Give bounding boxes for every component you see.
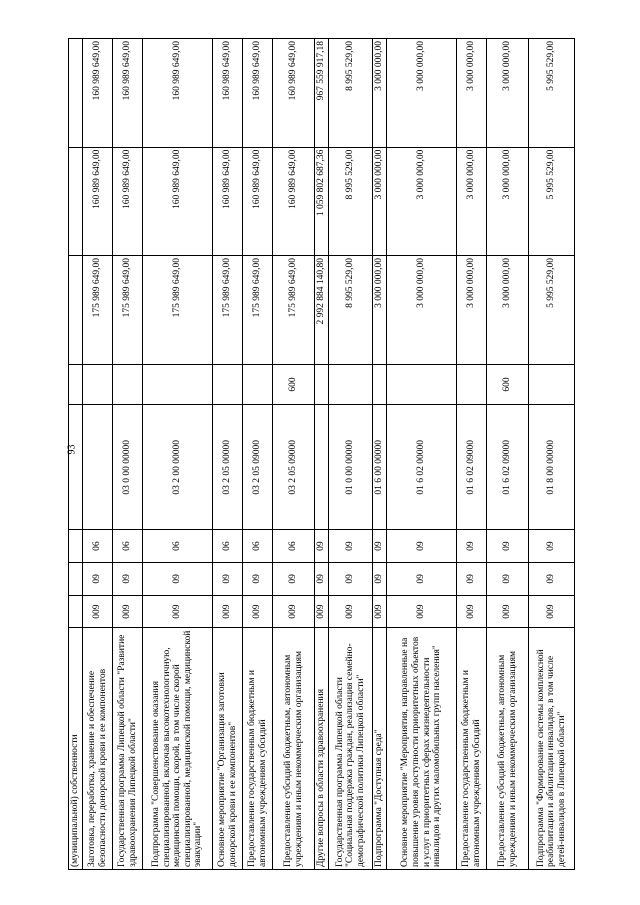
cell-name: Подпрограмма "Доступная среда" bbox=[373, 628, 387, 870]
cell-sum-2: 1 059 802 687,36 bbox=[315, 147, 329, 255]
cell-rz: 09 bbox=[143, 563, 213, 596]
cell-sum-1 bbox=[69, 256, 83, 364]
cell-sum-3: 3 000 000,00 bbox=[373, 39, 387, 148]
cell-gr: 009 bbox=[273, 595, 315, 628]
cell-sum-2 bbox=[69, 147, 83, 255]
cell-vr: 600 bbox=[487, 364, 529, 405]
budget-table bbox=[68, 38, 575, 870]
cell-gr: 009 bbox=[529, 595, 575, 628]
cell-rz: 09 bbox=[315, 563, 329, 596]
cell-pr: 06 bbox=[113, 530, 143, 563]
cell-sum-2: 160 989 649,00 bbox=[83, 147, 113, 255]
cell-csr: 03 2 05 00000 bbox=[213, 405, 243, 530]
cell-rz bbox=[69, 563, 83, 596]
cell-gr: 009 bbox=[243, 595, 273, 628]
cell-sum-3: 160 989 649,00 bbox=[143, 39, 213, 148]
cell-csr: 01 6 02 00000 bbox=[387, 405, 457, 530]
table-row bbox=[373, 39, 387, 870]
cell-rz: 09 bbox=[83, 563, 113, 596]
cell-rz: 09 bbox=[529, 563, 575, 596]
cell-csr bbox=[66, 405, 83, 530]
cell-sum-1: 175 989 649,00 bbox=[83, 256, 113, 364]
page-number: 93 bbox=[66, 444, 78, 455]
cell-name: Основное мероприятие "Мероприятия, направленные на повышение уровня доступности приоритетных объектов и услуг в приоритетных сферах жизнедеятельности инвалидов и других маломобильных групп населения" bbox=[387, 628, 457, 870]
table-row bbox=[113, 39, 143, 870]
cell-csr: 03 0 00 00000 bbox=[113, 405, 143, 530]
cell-sum-1: 175 989 649,00 bbox=[273, 256, 315, 364]
cell-sum-3: 8 995 529,00 bbox=[329, 39, 373, 148]
cell-sum-1: 175 989 649,00 bbox=[143, 256, 213, 364]
cell-gr bbox=[69, 595, 83, 628]
cell-gr: 009 bbox=[315, 595, 329, 628]
cell-name: Государственная программа Липецкой области "Развитие здравоохранения Липецкой области" bbox=[113, 628, 143, 870]
table-row bbox=[83, 39, 113, 870]
cell-sum-2: 3 000 000,00 bbox=[373, 147, 387, 255]
cell-csr: 01 8 00 00000 bbox=[529, 405, 575, 530]
cell-csr: 01 6 02 09000 bbox=[487, 405, 529, 530]
cell-rz: 09 bbox=[273, 563, 315, 596]
cell-sum-2: 160 989 649,00 bbox=[113, 147, 143, 255]
cell-rz: 09 bbox=[457, 563, 487, 596]
cell-pr: 09 bbox=[315, 530, 329, 563]
cell-pr bbox=[69, 530, 83, 563]
cell-name: Заготовка, переработка, хранение и обеспечение безопасности донорской крови и ее компонентов bbox=[83, 628, 113, 870]
cell-sum-1: 3 000 000,00 bbox=[457, 256, 487, 364]
cell-csr: 03 2 05 09000 bbox=[243, 405, 273, 530]
table-row bbox=[387, 39, 457, 870]
cell-csr bbox=[83, 405, 113, 530]
cell-sum-3: 967 559 917,18 bbox=[315, 39, 329, 148]
cell-name: (муниципальной) собственности bbox=[69, 628, 83, 870]
cell-gr: 009 bbox=[213, 595, 243, 628]
cell-vr bbox=[457, 364, 487, 405]
cell-rz: 09 bbox=[487, 563, 529, 596]
cell-sum-3: 160 989 649,00 bbox=[213, 39, 243, 148]
table-row bbox=[143, 39, 213, 870]
cell-sum-3: 160 989 649,00 bbox=[243, 39, 273, 148]
table-row bbox=[273, 39, 315, 870]
cell-name: Основное мероприятие "Организация заготовки донорской крови и ее компонентов" bbox=[213, 628, 243, 870]
rotated-table-wrapper bbox=[68, 38, 568, 870]
cell-pr: 09 bbox=[457, 530, 487, 563]
cell-name: Подпрограмма "Формирование системы комплексной реабилитации и абилитации инвалидов, в том числе детей-инвалидов в Липецкой области" bbox=[529, 628, 575, 870]
cell-csr bbox=[315, 405, 329, 530]
cell-vr bbox=[387, 364, 457, 405]
table-row bbox=[243, 39, 273, 870]
cell-sum-2: 3 000 000,00 bbox=[487, 147, 529, 255]
cell-csr: 01 0 00 00000 bbox=[329, 405, 373, 530]
cell-sum-2: 8 995 529,00 bbox=[329, 147, 373, 255]
table-row bbox=[69, 39, 83, 870]
table-row bbox=[329, 39, 373, 870]
cell-vr bbox=[315, 364, 329, 405]
cell-sum-3 bbox=[69, 39, 83, 148]
cell-sum-1: 2 992 884 140,80 bbox=[315, 256, 329, 364]
cell-csr: 03 2 05 09000 bbox=[273, 405, 315, 530]
cell-sum-2: 160 989 649,00 bbox=[243, 147, 273, 255]
table-row bbox=[457, 39, 487, 870]
cell-vr bbox=[529, 364, 575, 405]
cell-sum-1: 5 995 529,00 bbox=[529, 256, 575, 364]
cell-name: Подпрограмма "Совершенствование оказания специализированной, включая высокотехнологичную, медицинской помощи, скорой, в том числе скорой специализированной, медицинской помощи, медицинской эвакуации" bbox=[143, 628, 213, 870]
cell-csr: 01 6 02 09000 bbox=[457, 405, 487, 530]
cell-sum-2: 160 989 649,00 bbox=[143, 147, 213, 255]
cell-sum-3: 5 995 529,00 bbox=[529, 39, 575, 148]
cell-vr bbox=[329, 364, 373, 405]
cell-rz: 09 bbox=[113, 563, 143, 596]
cell-sum-3: 160 989 649,00 bbox=[113, 39, 143, 148]
cell-sum-2: 3 000 000,00 bbox=[457, 147, 487, 255]
cell-vr bbox=[83, 364, 113, 405]
cell-vr bbox=[213, 364, 243, 405]
cell-gr: 009 bbox=[487, 595, 529, 628]
cell-pr: 06 bbox=[143, 530, 213, 563]
cell-pr: 09 bbox=[329, 530, 373, 563]
cell-sum-2: 160 989 649,00 bbox=[273, 147, 315, 255]
cell-sum-2: 3 000 000,00 bbox=[387, 147, 457, 255]
cell-rz: 09 bbox=[387, 563, 457, 596]
cell-name: Государственная программа Липецкой области "Социальная поддержка граждан, реализация семейно-демографической политики Липецкой области" bbox=[329, 628, 373, 870]
cell-vr bbox=[113, 364, 143, 405]
cell-pr: 06 bbox=[83, 530, 113, 563]
cell-sum-3: 3 000 000,00 bbox=[387, 39, 457, 148]
cell-gr: 009 bbox=[329, 595, 373, 628]
cell-name: Предоставление государственным бюджетным и автономным учреждениям субсидий bbox=[457, 628, 487, 870]
cell-rz: 09 bbox=[213, 563, 243, 596]
cell-rz: 09 bbox=[373, 563, 387, 596]
cell-gr: 009 bbox=[457, 595, 487, 628]
cell-vr bbox=[243, 364, 273, 405]
cell-vr bbox=[143, 364, 213, 405]
cell-sum-3: 160 989 649,00 bbox=[273, 39, 315, 148]
cell-pr: 06 bbox=[243, 530, 273, 563]
table-body bbox=[66, 39, 575, 870]
cell-name: Предоставление субсидий бюджетным, автономным учреждениям и иным некоммерческим организациям bbox=[487, 628, 529, 870]
cell-gr: 009 bbox=[373, 595, 387, 628]
cell-sum-2: 160 989 649,00 bbox=[213, 147, 243, 255]
cell-sum-1: 3 000 000,00 bbox=[373, 256, 387, 364]
cell-vr bbox=[373, 364, 387, 405]
cell-sum-2: 5 995 529,00 bbox=[529, 147, 575, 255]
cell-gr: 009 bbox=[83, 595, 113, 628]
cell-name: Другие вопросы в области здравоохранения bbox=[315, 628, 329, 870]
cell-sum-3: 160 989 649,00 bbox=[83, 39, 113, 148]
cell-rz: 09 bbox=[329, 563, 373, 596]
cell-pr: 06 bbox=[273, 530, 315, 563]
cell-gr: 009 bbox=[387, 595, 457, 628]
cell-pr: 09 bbox=[487, 530, 529, 563]
cell-pr: 09 bbox=[529, 530, 575, 563]
table-row bbox=[213, 39, 243, 870]
cell-csr: 01 6 00 00000 bbox=[373, 405, 387, 530]
cell-sum-3: 3 000 000,00 bbox=[487, 39, 529, 148]
cell-sum-1: 3 000 000,00 bbox=[487, 256, 529, 364]
cell-name: Предоставление государственным бюджетным и автономным учреждениям субсидий bbox=[243, 628, 273, 870]
cell-pr: 09 bbox=[387, 530, 457, 563]
cell-sum-1: 175 989 649,00 bbox=[243, 256, 273, 364]
cell-sum-1: 175 989 649,00 bbox=[213, 256, 243, 364]
cell-sum-1: 8 995 529,00 bbox=[329, 256, 373, 364]
cell-gr: 009 bbox=[113, 595, 143, 628]
table-row bbox=[529, 39, 575, 870]
cell-pr: 09 bbox=[373, 530, 387, 563]
cell-sum-1: 175 989 649,00 bbox=[113, 256, 143, 364]
cell-vr bbox=[69, 364, 83, 405]
cell-csr: 03 2 00 00000 bbox=[143, 405, 213, 530]
cell-rz: 09 bbox=[243, 563, 273, 596]
cell-sum-1: 3 000 000,00 bbox=[387, 256, 457, 364]
cell-vr: 600 bbox=[273, 364, 315, 405]
table-row bbox=[487, 39, 529, 870]
cell-pr: 06 bbox=[213, 530, 243, 563]
cell-sum-3: 3 000 000,00 bbox=[457, 39, 487, 148]
cell-name: Предоставление субсидий бюджетным, автономным учреждениям и иным некоммерческим организациям bbox=[273, 628, 315, 870]
table-row bbox=[315, 39, 329, 870]
cell-gr: 009 bbox=[143, 595, 213, 628]
